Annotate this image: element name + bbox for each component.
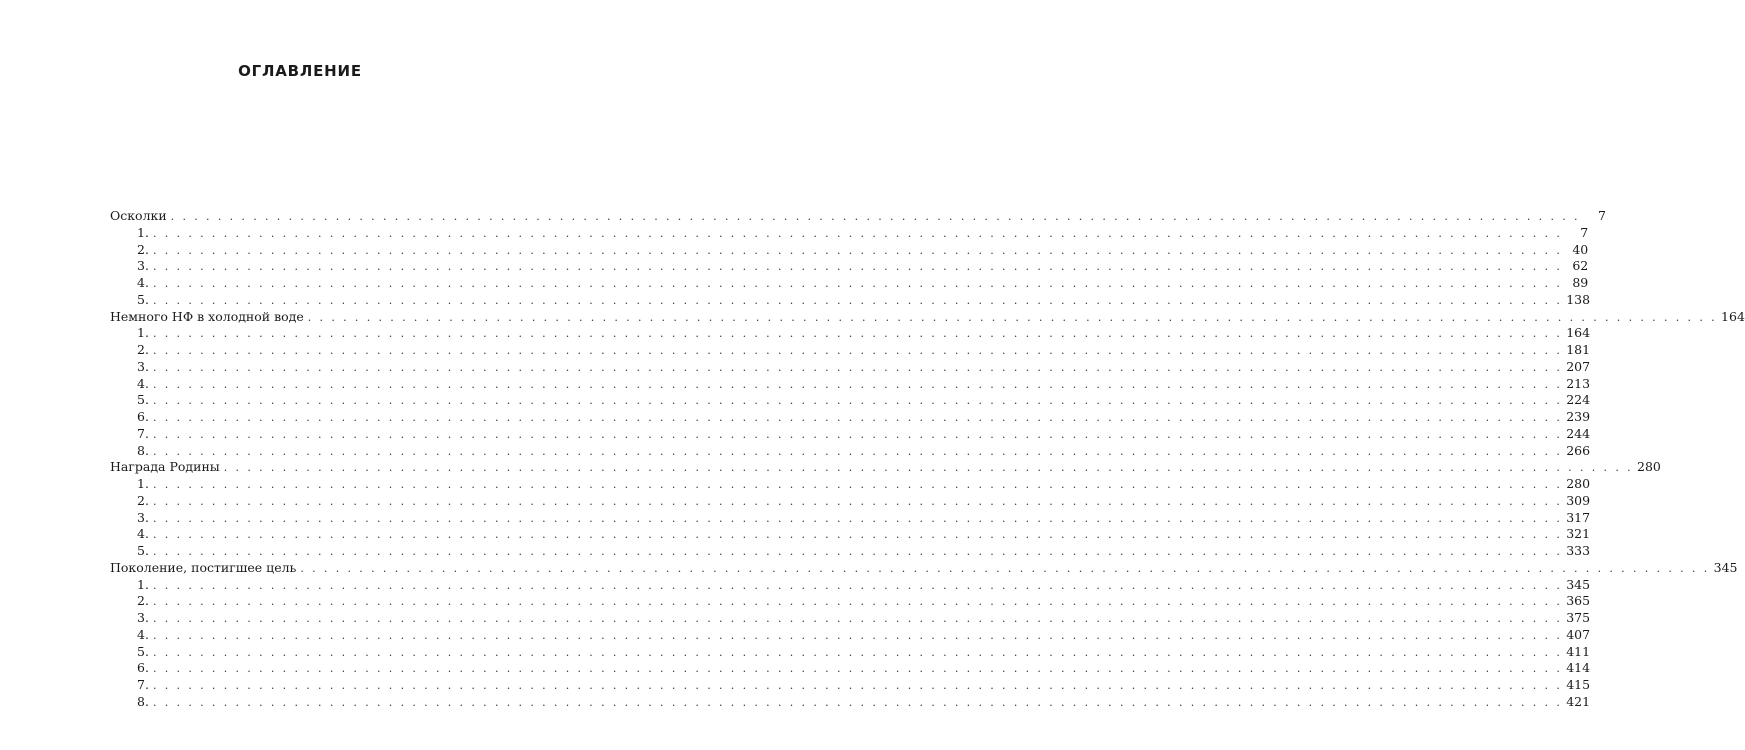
dot-leader: . . . . . . . . . . . . . . . . . . . . . . . . . . . . . . . . . . . . . . . . . . . . . . . . . . . . . . . . . . . . . . . . . . . . . . . . . . . . . . . . . . . . . . . . . . . . . . . . . . . . . . . . . . . . . . . . . . . . . . . . — [152, 327, 1563, 341]
toc-subentry-label: 1. — [137, 325, 149, 341]
toc-subentry[interactable] — [110, 526, 1591, 543]
dot-leader: . . . . . . . . . . . . . . . . . . . . . . . . . . . . . . . . . . . . . . . . . . . . . . . . . . . . . . . . . . . . . . . . . . . . . . . . . . . . . . . . . . . . . . . . . . . . . . . . . . . . . . . . . . . . . . . . . . . . . . . . — [152, 578, 1563, 592]
dot-leader: . . . . . . . . . . . . . . . . . . . . . . . . . . . . . . . . . . . . . . . . . . . . . . . . . . . . . . . . . . . . . . . . . . . . . . . . . . . . . . . . . . . . . . . . . . . . . . . . . . . . . . . . . . . . . . . . . . . . . . . . — [152, 528, 1563, 542]
dot-leader: . . . . . . . . . . . . . . . . . . . . . . . . . . . . . . . . . . . . . . . . . . . . . . . . . . . . . . . . . . . . . . . . . . . . . . . . . . . . . . . . . . . . . . . . . . . . . . . . . . . . . . . . . . . . . . . . . . . . . . . . — [170, 210, 1580, 223]
table-of-contents — [110, 208, 1745, 711]
page-number: 309 — [1566, 492, 1591, 508]
toc-entry[interactable] — [110, 308, 1745, 326]
dot-leader: . . . . . . . . . . . . . . . . . . . . . . . . . . . . . . . . . . . . . . . . . . . . . . . . . . . . . . . . . . . . . . . . . . . . . . . . . . . . . . . . . . . . . . . . . . . . . . . . . . . . . . . . . . . . . . . . . . . . . . . . — [152, 277, 1563, 290]
toc-subentry[interactable] — [110, 643, 1591, 661]
page-number: 266 — [1566, 442, 1591, 458]
toc-subentry-label: 3. — [137, 509, 149, 525]
page-number: 421 — [1566, 693, 1591, 709]
toc-subentry-label: 3. — [137, 258, 149, 274]
toc-subentry-label: 1. — [137, 576, 149, 592]
dot-leader: . . . . . . . . . . . . . . . . . . . . . . . . . . . . . . . . . . . . . . . . . . . . . . . . . . . . . . . . . . . . . . . . . . . . . . . . . . . . . . . . . . . . . . . . . . . . . . . . . . . . . . . . . . . . . . . . . . . . . . . . — [152, 494, 1563, 508]
toc-subentry-label: 2. — [137, 342, 149, 357]
toc-subentry[interactable] — [110, 358, 1591, 376]
page-number: 244 — [1566, 425, 1591, 441]
page-number: 345 — [1713, 559, 1738, 575]
toc-subentry[interactable] — [110, 693, 1591, 711]
toc-subentry-label: 5. — [137, 643, 149, 659]
page-number: 317 — [1566, 509, 1591, 525]
page-number: 345 — [1566, 576, 1591, 592]
toc-subentry-label: 2. — [137, 492, 149, 508]
dot-leader: . . . . . . . . . . . . . . . . . . . . . . . . . . . . . . . . . . . . . . . . . . . . . . . . . . . . . . . . . . . . . . . . . . . . . . . . . . . . . . . . . . . . . . . . . . . . . . . . . . . . . . . . . . . . . . . . . . . . . . . . — [152, 243, 1563, 257]
page-number: 407 — [1566, 626, 1591, 642]
dot-leader: . . . . . . . . . . . . . . . . . . . . . . . . . . . . . . . . . . . . . . . . . . . . . . . . . . . . . . . . . . . . . . . . . . . . . . . . . . . . . . . . . . . . . . . . . . . . . . . . . . . . . . . . . . . . . . . . . . . . . . . . — [152, 628, 1563, 642]
dot-leader: . . . . . . . . . . . . . . . . . . . . . . . . . . . . . . . . . . . . . . . . . . . . . . . . . . . . . . . . . . . . . . . . . . . . . . . . . . . . . . . . . . . . . . . . . . . . . . . . . . . . . . . . . . . . . . . . . . . . . . . . — [152, 545, 1563, 558]
toc-entry[interactable] — [110, 559, 1738, 577]
dot-leader: . . . . . . . . . . . . . . . . . . . . . . . . . . . . . . . . . . . . . . . . . . . . . . . . . . . . . . . . . . . . . . . . . . . . . . . . . . . . . . . . . . . . . . . . . . . . . . . . . . . . . . . . . . . . . . . . . . . . . . . . — [223, 461, 1634, 475]
toc-subentry[interactable] — [110, 610, 1591, 627]
toc-subentry[interactable] — [110, 543, 1591, 560]
toc-subentry-label: 2. — [137, 593, 149, 609]
toc-subentry-label: 4. — [137, 526, 149, 542]
page-number: 414 — [1566, 660, 1591, 676]
toc-subentry-label: 4. — [137, 375, 149, 391]
toc-subentry[interactable] — [110, 375, 1591, 393]
toc-subentry[interactable] — [110, 224, 1589, 242]
page-number: 411 — [1566, 643, 1591, 659]
page-number: 213 — [1566, 375, 1591, 391]
toc-subentry[interactable] — [110, 275, 1589, 292]
toc-subentry[interactable] — [110, 392, 1591, 409]
toc-subentry[interactable] — [110, 442, 1591, 460]
dot-leader: . . . . . . . . . . . . . . . . . . . . . . . . . . . . . . . . . . . . . . . . . . . . . . . . . . . . . . . . . . . . . . . . . . . . . . . . . . . . . . . . . . . . . . . . . . . . . . . . . . . . . . . . . . . . . . . . . . . . . . . . — [152, 226, 1563, 240]
dot-leader: . . . . . . . . . . . . . . . . . . . . . . . . . . . . . . . . . . . . . . . . . . . . . . . . . . . . . . . . . . . . . . . . . . . . . . . . . . . . . . . . . . . . . . . . . . . . . . . . . . . . . . . . . . . . . . . . . . . . . . . . — [152, 662, 1563, 676]
toc-entry[interactable] — [110, 208, 1606, 225]
dot-leader: . . . . . . . . . . . . . . . . . . . . . . . . . . . . . . . . . . . . . . . . . . . . . . . . . . . . . . . . . . . . . . . . . . . . . . . . . . . . . . . . . . . . . . . . . . . . . . . . . . . . . . . . . . . . . . . . . . . . . . . . — [307, 310, 1718, 324]
dot-leader: . . . . . . . . . . . . . . . . . . . . . . . . . . . . . . . . . . . . . . . . . . . . . . . . . . . . . . . . . . . . . . . . . . . . . . . . . . . . . . . . . . . . . . . . . . . . . . . . . . . . . . . . . . . . . . . . . . . . . . . . — [152, 394, 1563, 408]
toc-subentry[interactable] — [110, 425, 1591, 443]
page-number: 224 — [1566, 392, 1591, 408]
toc-subentry[interactable] — [110, 291, 1591, 309]
toc-subentry[interactable] — [110, 509, 1591, 527]
toc-subentry[interactable] — [110, 258, 1589, 275]
toc-subentry-label: 6. — [137, 660, 149, 676]
page-number: 7 — [1598, 208, 1606, 223]
toc-subentry-label: 3. — [137, 610, 149, 625]
page-number: 321 — [1566, 526, 1591, 542]
dot-leader: . . . . . . . . . . . . . . . . . . . . . . . . . . . . . . . . . . . . . . . . . . . . . . . . . . . . . . . . . . . . . . . . . . . . . . . . . . . . . . . . . . . . . . . . . . . . . . . . . . . . . . . . . . . . . . . . . . . . . . . . — [152, 344, 1563, 357]
toc-subentry[interactable] — [110, 576, 1591, 594]
page-title: ОГЛАВЛЕНИЕ — [238, 62, 362, 80]
dot-leader: . . . . . . . . . . . . . . . . . . . . . . . . . . . . . . . . . . . . . . . . . . . . . . . . . . . . . . . . . . . . . . . . . . . . . . . . . . . . . . . . . . . . . . . . . . . . . . . . . . . . . . . . . . . . . . . . . . . . . . . . — [152, 645, 1563, 659]
toc-entry[interactable] — [110, 459, 1661, 476]
toc-subentry-label: 4. — [137, 275, 149, 290]
toc-entry-title: Награда Родины — [110, 459, 220, 475]
page-number: 40 — [1572, 241, 1589, 257]
toc-subentry[interactable] — [110, 241, 1589, 259]
toc-entry-title: Поколение, постигшее цель — [110, 559, 297, 575]
page-number: 280 — [1637, 459, 1661, 475]
page-number: 239 — [1566, 409, 1591, 424]
toc-subentry[interactable] — [110, 660, 1591, 677]
toc-subentry[interactable] — [110, 677, 1591, 694]
toc-subentry-label: 1. — [137, 476, 149, 491]
toc-subentry[interactable] — [110, 476, 1591, 493]
toc-subentry[interactable] — [110, 492, 1591, 510]
toc-subentry[interactable] — [110, 342, 1591, 359]
dot-leader: . . . . . . . . . . . . . . . . . . . . . . . . . . . . . . . . . . . . . . . . . . . . . . . . . . . . . . . . . . . . . . . . . . . . . . . . . . . . . . . . . . . . . . . . . . . . . . . . . . . . . . . . . . . . . . . . . . . . . . . . — [152, 377, 1563, 391]
toc-subentry-label: 5. — [137, 392, 149, 408]
dot-leader: . . . . . . . . . . . . . . . . . . . . . . . . . . . . . . . . . . . . . . . . . . . . . . . . . . . . . . . . . . . . . . . . . . . . . . . . . . . . . . . . . . . . . . . . . . . . . . . . . . . . . . . . . . . . . . . . . . . . . . . . — [152, 695, 1563, 709]
page-number: 333 — [1566, 543, 1591, 558]
toc-subentry-label: 1. — [137, 224, 149, 240]
page-number: 365 — [1566, 593, 1591, 609]
page-number: 207 — [1566, 358, 1591, 374]
toc-subentry[interactable] — [110, 626, 1591, 644]
dot-leader: . . . . . . . . . . . . . . . . . . . . . . . . . . . . . . . . . . . . . . . . . . . . . . . . . . . . . . . . . . . . . . . . . . . . . . . . . . . . . . . . . . . . . . . . . . . . . . . . . . . . . . . . . . . . . . . . . . . . . . . . — [152, 478, 1563, 491]
toc-subentry-label: 5. — [137, 543, 149, 558]
toc-entry-title: Немного НФ в холодной воде — [110, 308, 304, 324]
toc-subentry-label: 2. — [137, 241, 149, 257]
dot-leader: . . . . . . . . . . . . . . . . . . . . . . . . . . . . . . . . . . . . . . . . . . . . . . . . . . . . . . . . . . . . . . . . . . . . . . . . . . . . . . . . . . . . . . . . . . . . . . . . . . . . . . . . . . . . . . . . . . . . . . . . — [152, 293, 1563, 307]
dot-leader: . . . . . . . . . . . . . . . . . . . . . . . . . . . . . . . . . . . . . . . . . . . . . . . . . . . . . . . . . . . . . . . . . . . . . . . . . . . . . . . . . . . . . . . . . . . . . . . . . . . . . . . . . . . . . . . . . . . . . . . . — [152, 679, 1563, 692]
dot-leader: . . . . . . . . . . . . . . . . . . . . . . . . . . . . . . . . . . . . . . . . . . . . . . . . . . . . . . . . . . . . . . . . . . . . . . . . . . . . . . . . . . . . . . . . . . . . . . . . . . . . . . . . . . . . . . . . . . . . . . . . — [152, 595, 1563, 609]
toc-subentry-label: 8. — [137, 693, 149, 709]
dot-leader: . . . . . . . . . . . . . . . . . . . . . . . . . . . . . . . . . . . . . . . . . . . . . . . . . . . . . . . . . . . . . . . . . . . . . . . . . . . . . . . . . . . . . . . . . . . . . . . . . . . . . . . . . . . . . . . . . . . . . . . . — [152, 260, 1563, 274]
dot-leader: . . . . . . . . . . . . . . . . . . . . . . . . . . . . . . . . . . . . . . . . . . . . . . . . . . . . . . . . . . . . . . . . . . . . . . . . . . . . . . . . . . . . . . . . . . . . . . . . . . . . . . . . . . . . . . . . . . . . . . . . — [152, 411, 1563, 424]
toc-subentry-label: 7. — [137, 677, 149, 692]
page-number: 138 — [1566, 291, 1591, 307]
page-number: 164 — [1566, 325, 1591, 341]
toc-entry-title: Осколки — [110, 208, 167, 223]
page-number: 181 — [1566, 342, 1591, 357]
toc-subentry[interactable] — [110, 593, 1591, 610]
page-number: 62 — [1572, 258, 1589, 274]
page-number: 7 — [1580, 224, 1589, 240]
toc-subentry-label: 6. — [137, 409, 149, 424]
page-number: 280 — [1566, 476, 1591, 491]
toc-subentry-label: 7. — [137, 425, 149, 441]
page-number: 375 — [1566, 610, 1591, 625]
toc-subentry[interactable] — [110, 409, 1591, 426]
toc-subentry[interactable] — [110, 325, 1591, 342]
dot-leader: . . . . . . . . . . . . . . . . . . . . . . . . . . . . . . . . . . . . . . . . . . . . . . . . . . . . . . . . . . . . . . . . . . . . . . . . . . . . . . . . . . . . . . . . . . . . . . . . . . . . . . . . . . . . . . . . . . . . . . . . — [152, 427, 1563, 441]
dot-leader: . . . . . . . . . . . . . . . . . . . . . . . . . . . . . . . . . . . . . . . . . . . . . . . . . . . . . . . . . . . . . . . . . . . . . . . . . . . . . . . . . . . . . . . . . . . . . . . . . . . . . . . . . . . . . . . . . . . . . . . . — [152, 360, 1563, 374]
page-number: 89 — [1572, 275, 1589, 290]
toc-subentry-label: 4. — [137, 626, 149, 642]
dot-leader: . . . . . . . . . . . . . . . . . . . . . . . . . . . . . . . . . . . . . . . . . . . . . . . . . . . . . . . . . . . . . . . . . . . . . . . . . . . . . . . . . . . . . . . . . . . . . . . . . . . . . . . . . . . . . . . . . . . . . . . . — [300, 561, 1710, 575]
page-number: 164 — [1721, 308, 1745, 324]
toc-subentry-label: 8. — [137, 442, 149, 458]
toc-subentry-label: 3. — [137, 358, 149, 374]
dot-leader: . . . . . . . . . . . . . . . . . . . . . . . . . . . . . . . . . . . . . . . . . . . . . . . . . . . . . . . . . . . . . . . . . . . . . . . . . . . . . . . . . . . . . . . . . . . . . . . . . . . . . . . . . . . . . . . . . . . . . . . . — [152, 511, 1563, 525]
dot-leader: . . . . . . . . . . . . . . . . . . . . . . . . . . . . . . . . . . . . . . . . . . . . . . . . . . . . . . . . . . . . . . . . . . . . . . . . . . . . . . . . . . . . . . . . . . . . . . . . . . . . . . . . . . . . . . . . . . . . . . . . — [152, 444, 1563, 458]
dot-leader: . . . . . . . . . . . . . . . . . . . . . . . . . . . . . . . . . . . . . . . . . . . . . . . . . . . . . . . . . . . . . . . . . . . . . . . . . . . . . . . . . . . . . . . . . . . . . . . . . . . . . . . . . . . . . . . . . . . . . . . . — [152, 612, 1563, 625]
page-number: 415 — [1566, 677, 1591, 692]
toc-subentry-label: 5. — [137, 291, 149, 307]
